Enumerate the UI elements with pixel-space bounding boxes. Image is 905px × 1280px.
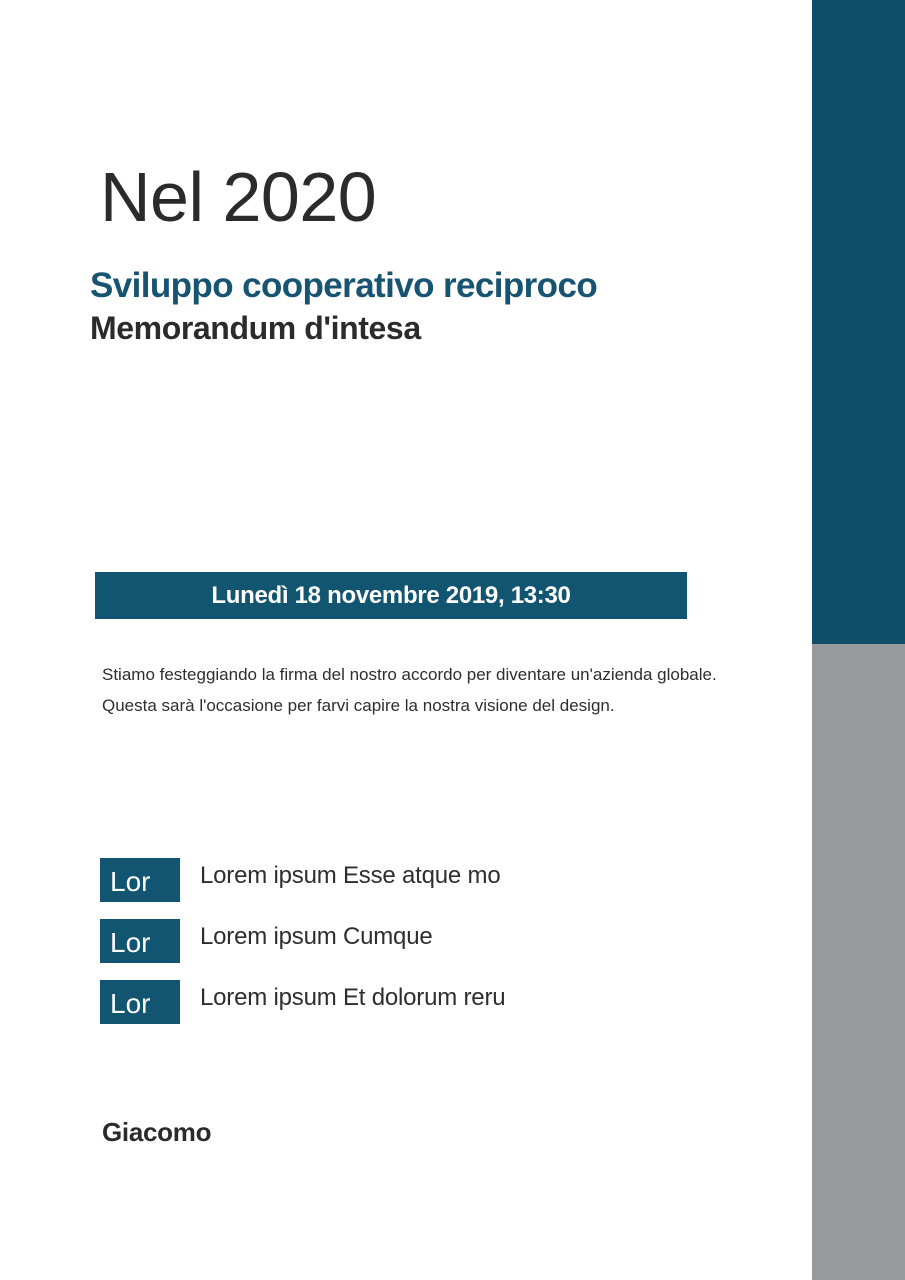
list-item-label: Lorem ipsum Cumque	[200, 923, 433, 950]
list-item-badge	[100, 919, 180, 963]
date-banner	[95, 572, 687, 619]
list-item-badge	[100, 980, 180, 1024]
date-banner-text: Lunedì 18 novembre 2019, 13:30	[211, 581, 571, 609]
list-item	[100, 980, 740, 1041]
page-subtitle: Sviluppo cooperativo reciproco	[90, 266, 598, 305]
signature-name: Giacomo	[102, 1117, 212, 1147]
page-subtitle-secondary: Memorandum d'intesa	[90, 310, 421, 346]
list-item-label: Lorem ipsum Esse atque mo	[200, 862, 501, 889]
list-item	[100, 919, 740, 980]
list-item-label: Lorem ipsum Et dolorum reru	[200, 984, 506, 1011]
body-line: Questa sarà l'occasione per farvi capire la nostra visione del design.	[102, 696, 615, 715]
decorative-bar-gray	[812, 644, 905, 1280]
list-item-badge-label: Lor	[110, 866, 151, 897]
list-item-badge-label: Lor	[110, 927, 151, 958]
agenda-list	[100, 858, 740, 1041]
list-item-badge-label: Lor	[110, 988, 151, 1019]
body-paragraph	[102, 659, 802, 721]
page-title: Nel 2020	[100, 158, 377, 236]
body-line: Stiamo festeggiando la firma del nostro accordo per diventare un'azienda globale.	[102, 665, 717, 684]
list-item	[100, 858, 740, 919]
decorative-bar-teal	[812, 0, 905, 644]
list-item-badge	[100, 858, 180, 902]
